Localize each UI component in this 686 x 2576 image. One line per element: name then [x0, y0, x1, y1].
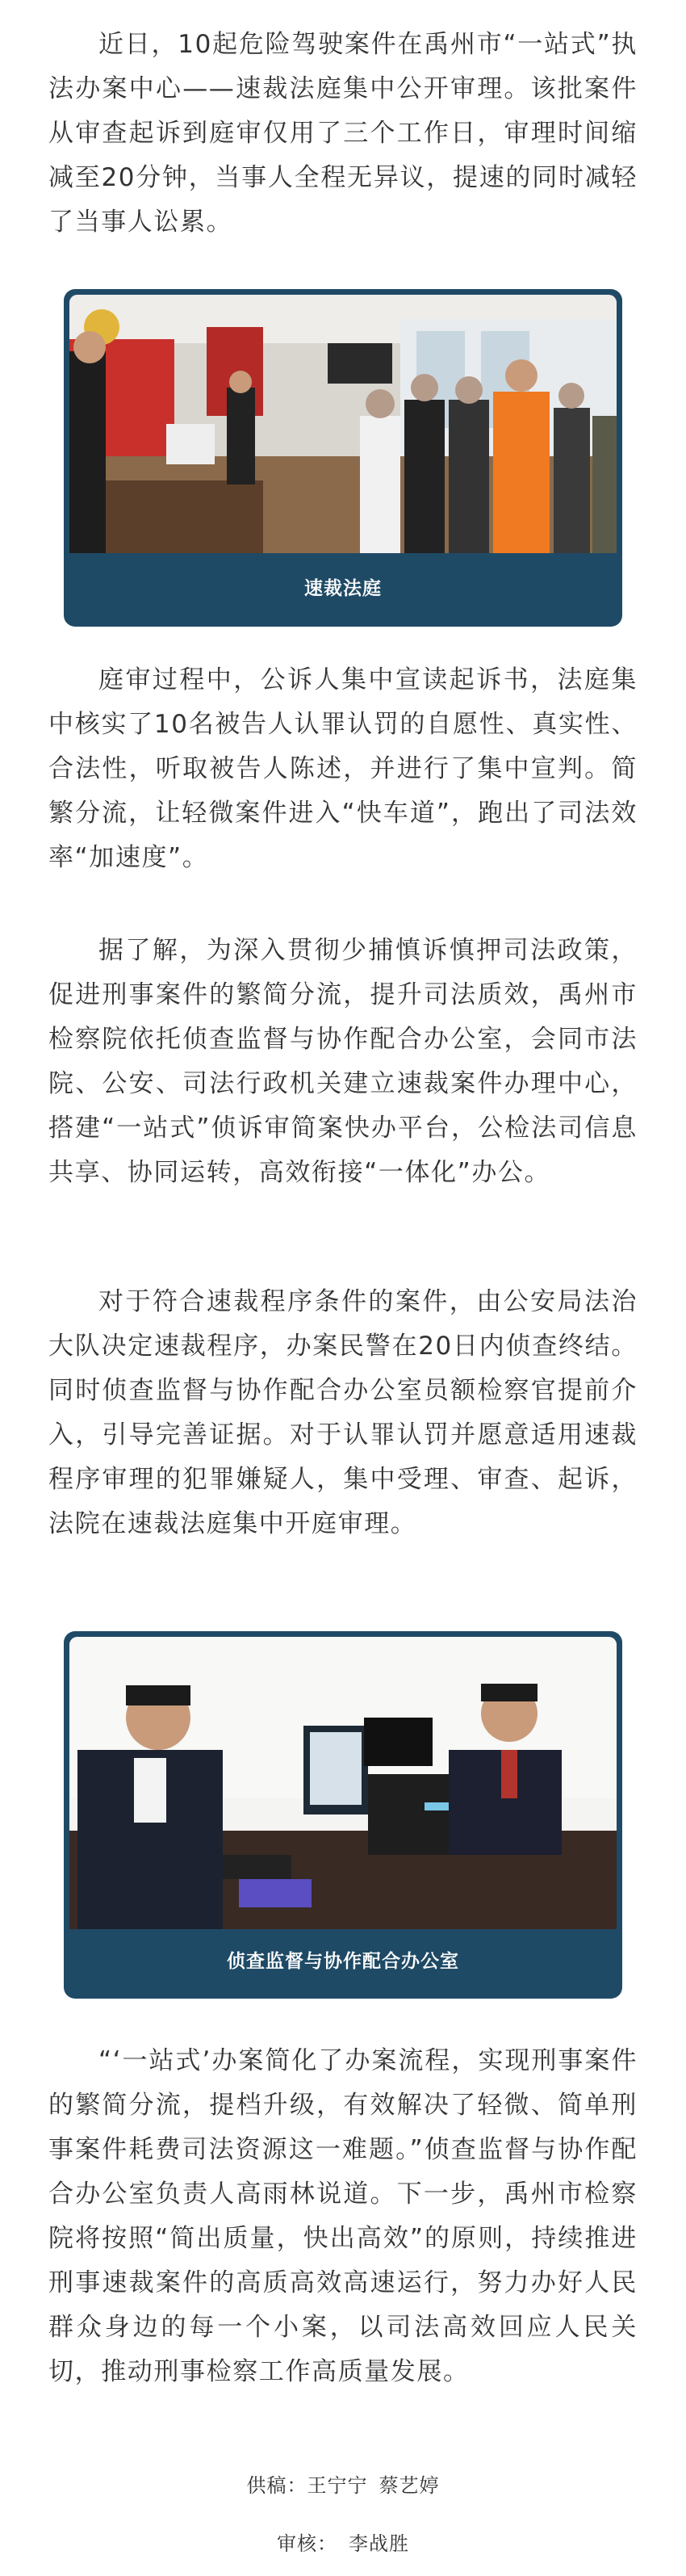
- figure-courtroom: [64, 289, 622, 627]
- paragraph-trial: 庭审过程中，公诉人集中宣读起诉书，法庭集中核实了10名被告人认罪认罚的自愿性、真实性、合法性，听取被告人陈述，并进行了集中宣判。简繁分流，让轻微案件进入“快车道”，跑出了司法效率“加速度”。: [48, 665, 638, 872]
- credit-supply-name-1: 王宁宁: [307, 2474, 368, 2497]
- courtroom-photo: [69, 295, 617, 553]
- paragraph-quote: “‘一站式’办案简化了办案流程，实现刑事案件的繁简分流，提档升级，有效解决了轻微、简单刑事案件耗费司法资源这一难题。”侦查监督与协作配合办公室负责人高雨林说道。下一步，禹州市检察院将按照“简出质量，快出高效”的原则，持续推进刑事速裁案件的高质高效高速运行，努力办好人民群众身边的每一个小案，以司法高效回应人民关切，推动刑事检察工作高质量发展。: [48, 2046, 638, 2386]
- figure-caption-office: 侦查监督与协作配合办公室: [227, 1951, 459, 1972]
- credit-review-label: 审核：: [277, 2532, 337, 2555]
- office-photo: [69, 1637, 617, 1929]
- credit-review-name: 李战胜: [349, 2532, 409, 2555]
- paragraph-procedure: 对于符合速裁程序条件的案件，由公安局法治大队决定速裁程序，办案民警在20日内侦查终结。同时侦查监督与协作配合办公室员额检察官提前介入，引导完善证据。对于认罪认罚并愿意适用速裁程序审理的犯罪嫌疑人，集中受理、审查、起诉，法院在速裁法庭集中开庭审理。: [48, 1287, 638, 1538]
- office-illustration: [69, 1637, 617, 1929]
- credit-review: [0, 2528, 686, 2556]
- courtroom-illustration: [69, 295, 617, 553]
- paragraph-intro: 近日，10起危险驾驶案件在禹州市“一站式”执法办案中心——速裁法庭集中公开审理。该批案件从审查起诉到庭审仅用了三个工作日，审理时间缩减至20分钟，当事人全程无异议，提速的同时减轻了当事人讼累。: [48, 30, 638, 237]
- figure-office: [64, 1631, 622, 1999]
- credit-supply: [0, 2469, 686, 2498]
- credit-supply-name-2: 蔡艺婷: [379, 2474, 440, 2497]
- paragraph-background: 据了解，为深入贯彻少捕慎诉慎押司法政策，促进刑事案件的繁简分流，提升司法质效，禹州市检察院依托侦查监督与协作配合办公室，会同市法院、公安、司法行政机关建立速裁案件办理中心，搭建“一站式”侦诉审简案快办平台，公检法司信息共享、协同运转，高效衔接“一体化”办公。: [48, 936, 638, 1187]
- credit-supply-label: 供稿：: [246, 2474, 307, 2497]
- figure-caption-courtroom: 速裁法庭: [304, 578, 382, 599]
